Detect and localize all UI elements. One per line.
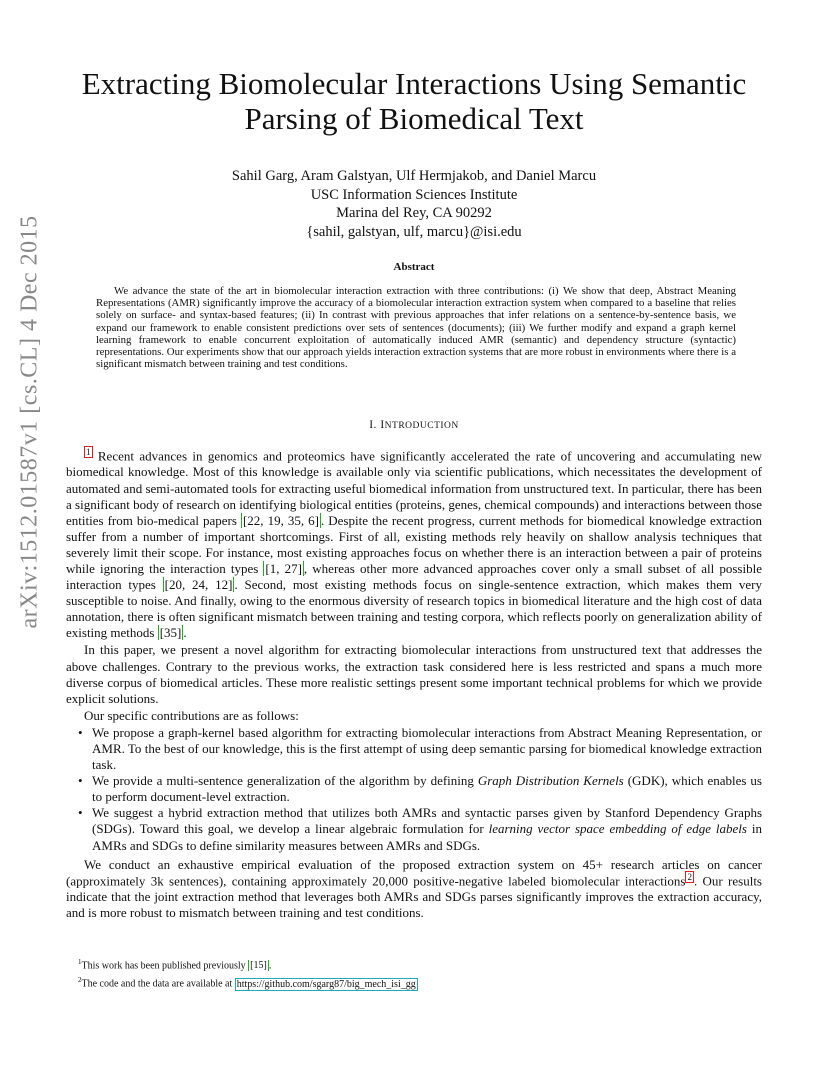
section-number: I. — [369, 419, 377, 431]
p1-text-e: . — [183, 625, 187, 641]
paragraph-1 — [66, 448, 762, 641]
list-item — [92, 773, 762, 805]
abstract-heading: Abstract — [393, 261, 435, 273]
b2-text-a: We provide a multi-sentence generalization of the algorithm by defining — [92, 773, 478, 789]
footnote-ref-2[interactable]: 2 — [687, 871, 692, 882]
paper-title: Extracting Biomolecular Interactions Using Semantic Parsing of Biomedical Text — [81, 66, 747, 136]
abstract-text: We advance the state of the art in biomolecular interaction extraction with three contributions: (i) We show that deep, Abstract Meaning Representations (AMR) significantly improve the accuracy of a biomolecular interaction extraction system when compared to a baseline that relies solely on surface- and syntax-based features; (ii) In contrast with previous approaches that infer relations on a sentence-by-sentence basis, we expand our framework to enable consistent predictions over sets of sentences (documents); (iii) We further modify and expand a graph kernel learning framework to enable concurrent exploitation of automatically induced AMR (semantic) and dependency structure (syntactic) representations. Our experiments show that our approach yields interaction extraction systems that are more robust in environments where there is a significant mismatch between training and test conditions. — [96, 285, 736, 371]
section-heading — [0, 419, 828, 431]
p4-text-a: We conduct an exhaustive empirical evaluation of the proposed extraction system on 45+ research articles on cancer (approximately 3k sentences), containing approximately 20,000 positive-negative labeled biomolecular interactions — [66, 856, 762, 889]
list-item — [92, 805, 762, 853]
citation-link[interactable]: [20, 24, 12] — [164, 577, 233, 593]
footnote-2 — [78, 973, 768, 991]
b3-text-a: We suggest a hybrid extraction method that utilizes both AMRs and syntactic parses given by Stanford Dependency Graphs (SDGs). Toward this goal, we develop a linear algebraic formulation for — [92, 805, 762, 837]
email: {sahil, galstyan, ulf, marcu}@isi.edu — [306, 223, 522, 240]
section-rest: NTRODUCTION — [384, 421, 459, 431]
author-names: Sahil Garg, Aram Galstyan, Ulf Hermjakob, and Daniel Marcu — [231, 168, 597, 184]
list-item: • We propose a graph-kernel based algorithm for extracting biomolecular interactions from Abstract Meaning Representation, or AMR. To the best of our knowledge, this is the first attempt of using deep semantic parsing for biomedical knowledge extraction task. — [92, 725, 762, 773]
body-text — [66, 448, 762, 922]
b3-text-b: in AMRs and SDGs to define similarity measures between AMRs and SDGs. — [92, 821, 762, 853]
paragraph-2: In this paper, we present a novel algorithm for extracting biomolecular interactions from unstructured text that addresses the above challenges. Contrary to the previous works, the extraction task considered here is less restricted and spans a much more diverse corpus of biomedical articles. These more realistic settings present some important technical problems for which we provide explicit solutions. — [66, 642, 762, 706]
footnote-1-number: 1 — [78, 958, 82, 966]
footnote-1 — [78, 955, 768, 973]
p1-text-a: Recent advances in genomics and proteomics have significantly accelerated the rate of uncovering and accumulating new biomedical knowledge. Most of this knowledge is available only via scientific publications, which necessitates the development of automated and semi-automated tools for extracting useful biomedical information from unstructured text. In particular, there has been a significant body of research on identifying biological entities (proteins, genes, chemical compounds) and interactions between those entities from bio-medical papers — [66, 448, 763, 528]
b2-italic: Graph Distribution Kernels — [477, 773, 624, 789]
citation-link[interactable]: [1, 27] — [265, 560, 302, 576]
section-initial: I — [380, 419, 385, 431]
author-block — [60, 167, 768, 241]
arxiv-identifier: arXiv:1512.01587v1 [cs.CL] 4 Dec 2015 — [16, 215, 43, 629]
footnote-2-number: 2 — [78, 976, 82, 985]
paragraph-4 — [66, 857, 762, 922]
footnote-1-text: This work has been published previously — [81, 960, 249, 972]
p4-text-b: . Our results indicate that the joint extraction method that leverages both AMRs and SDGs parses significantly improves the extraction accuracy, and is more robust to mismatch between training and test conditions. — [66, 873, 762, 921]
p1-text-b: . Despite the recent progress, current methods for biomedical knowledge extraction suffer from a number of important shortcomings. First of all, existing methods rely heavily on shallow analysis techniques that severely limit their scope. For instance, most existing approaches focus on whether there is an interaction between a pair of proteins while ignoring the interaction types — [66, 512, 762, 576]
citation-link[interactable]: [15] — [250, 960, 267, 972]
p1-text-c: , whereas other more advanced approaches cover only a small subset of all possible interaction types — [66, 560, 762, 593]
p1-text-d: . Second, most existing methods focus on single-sentence extraction, which makes them very susceptible to noise. And finally, owing to the enormous diversity of research topics in biomedical literature and the high cost of data annotation, there is often significant mismatch between training and testing corpora, which reflects poorly on generalization ability of existing methods — [66, 577, 762, 641]
citation-link[interactable]: [35] — [159, 625, 182, 641]
paragraph-3: Our specific contributions are as follows: — [84, 707, 299, 723]
citation-link[interactable]: [22, 19, 35, 6] — [242, 512, 319, 528]
address: Marina del Rey, CA 90292 — [336, 205, 492, 221]
footnote-ref-1[interactable]: 1 — [86, 447, 91, 457]
contributions-list — [66, 725, 762, 854]
code-url-link[interactable]: https://github.com/sgarg87/big_mech_isi_gg — [236, 978, 416, 990]
footnote-1-end: . — [268, 960, 272, 972]
footnote-2-text: The code and the data are available at — [81, 978, 235, 990]
footnotes — [78, 955, 768, 992]
b3-italic: learning vector space embedding of edge labels — [488, 821, 747, 837]
affiliation: USC Information Sciences Institute — [310, 186, 518, 203]
b2-text-b: (GDK), which enables us to perform document-level extraction. — [92, 773, 762, 805]
